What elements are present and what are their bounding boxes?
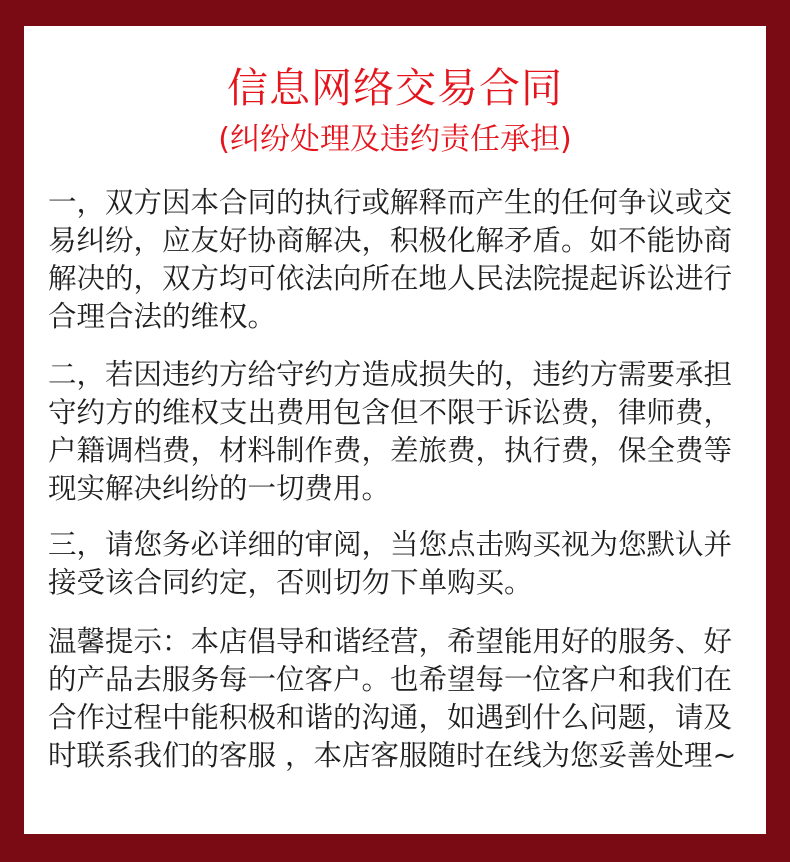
clause-2: 二，若因违约方给守约方造成损失的，违约方需要承担守约方的维权支出费用包含但不限于诉讼费，律师费，户籍调档费，材料制作费，差旅费，执行费，保全费等现实解决纠纷的一切费用。 (48, 358, 733, 505)
friendly-reminder: 温馨提示：本店倡导和谐经营，希望能用好的服务、好的产品去服务每一位客户。也希望每一位客户和我们在合作过程中能积极和谐的沟通，如遇到什么问题，请及时联系我们的客服 ，本店客服随时在线为您妥善处理~ (48, 625, 737, 772)
document-title: 信息网络交易合同 (227, 64, 563, 112)
clause-3: 三，请您务必详细的审阅，当您点击购买视为您默认并接受该合同约定，否则切勿下单购买。 (48, 528, 733, 599)
clause-1: 一，双方因本合同的执行或解释而产生的任何争议或交易纠纷，应友好协商解决，积极化解矛盾。如不能协商解决的，双方均可依法向所在地人民法院提起诉讼进行合理合法的维权。 (48, 186, 733, 333)
document-subtitle: (纠纷处理及违约责任承担) (218, 122, 572, 157)
contract-card (24, 26, 766, 834)
